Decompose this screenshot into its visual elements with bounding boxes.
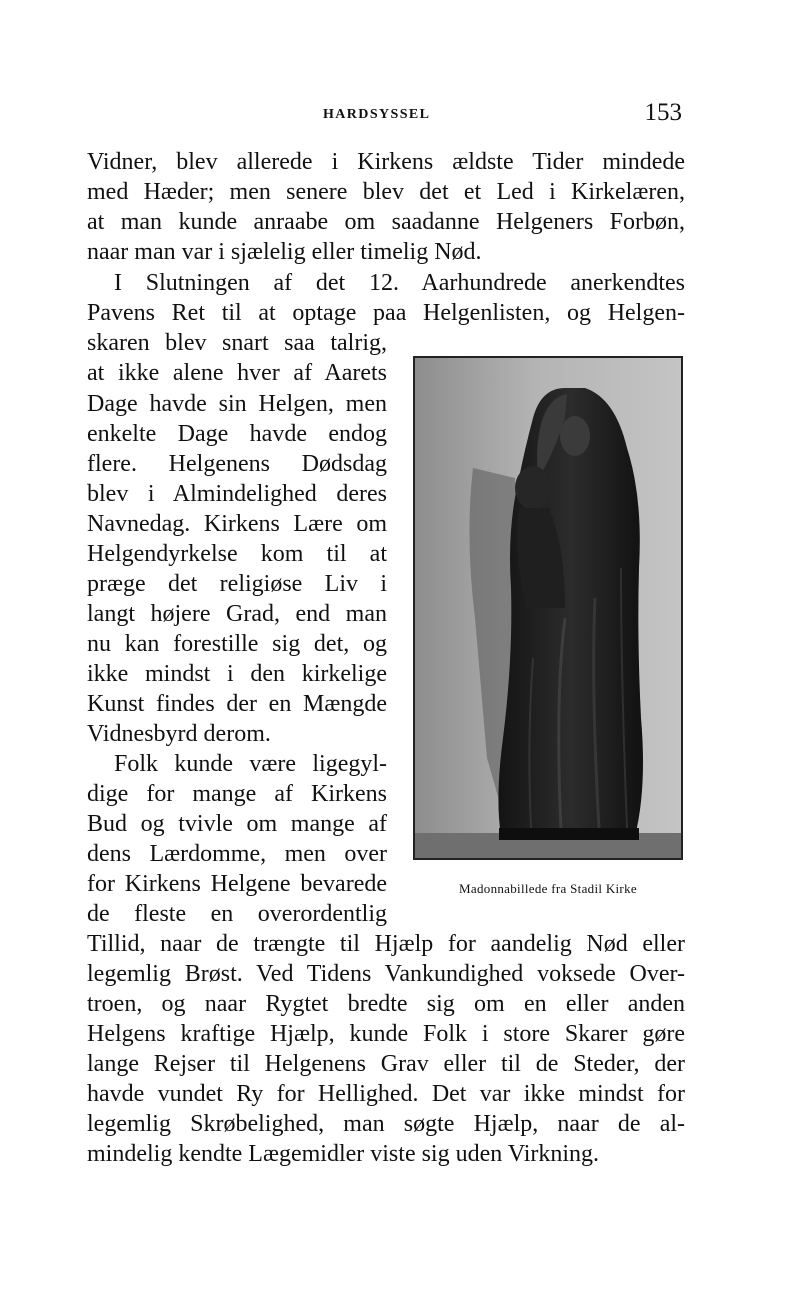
text-line: Kunst findes der en Mængde xyxy=(87,691,387,717)
text-line: Folk kunde være ligegyl- xyxy=(114,751,387,777)
text-line: I Slutningen af det 12. Aarhundrede anerkendtes xyxy=(114,270,685,296)
text-line: Dage havde sin Helgen, men xyxy=(87,391,387,417)
text-line: troen, og naar Rygtet bredte sig om en eller anden xyxy=(87,991,685,1017)
figure-caption: Madonnabillede fra Stadil Kirke xyxy=(459,881,637,896)
text-line: præge det religiøse Liv i xyxy=(87,571,387,597)
text-line: Vidner, blev allerede i Kirkens ældste Tider mindede xyxy=(87,149,685,175)
text-line: for Kirkens Helgene bevarede xyxy=(87,871,387,897)
text-line: dens Lærdomme, men over xyxy=(87,841,387,867)
text-line: lange Rejser til Helgenens Grav eller til de Steder, der xyxy=(87,1051,685,1077)
text-line: dige for mange af Kirkens xyxy=(87,781,387,807)
text-line: Pavens Ret til at optage paa Helgenlisten, og Helgen- xyxy=(87,300,685,326)
text-line: enkelte Dage havde endog xyxy=(87,421,387,447)
text-line: blev i Almindelighed deres xyxy=(87,481,387,507)
text-line: Navnedag. Kirkens Lære om xyxy=(87,511,387,537)
text-line: Tillid, naar de trængte til Hjælp for aandelig Nød eller xyxy=(87,931,685,957)
text-line: Helgens kraftige Hjælp, kunde Folk i store Skarer gøre xyxy=(87,1021,685,1047)
text-line: at man kunde anraabe om saadanne Helgeners Forbøn, xyxy=(87,209,685,235)
text-line: ikke mindst i den kirkelige xyxy=(87,661,387,687)
running-head xyxy=(0,99,800,127)
text-line: mindelig kendte Lægemidler viste sig uden Virkning. xyxy=(87,1141,600,1167)
text-line: Bud og tvivle om mange af xyxy=(87,811,387,837)
text-line: legemlig Brøst. Ved Tidens Vankundighed voksede Over- xyxy=(87,961,685,987)
text-line: langt højere Grad, end man xyxy=(87,601,387,627)
text-line: nu kan forestille sig det, og xyxy=(87,631,387,657)
text-line: flere. Helgenens Dødsdag xyxy=(87,451,387,477)
text-line: legemlig Skrøbelighed, man søgte Hjælp, naar de al- xyxy=(87,1111,685,1137)
text-line: at ikke alene hver af Aarets xyxy=(87,360,387,386)
text-line: med Hæder; men senere blev det et Led i Kirkelæren, xyxy=(87,179,685,205)
text-line: Helgendyrkelse kom til at xyxy=(87,541,387,567)
page-number: 153 xyxy=(644,99,682,126)
text-line: skaren blev snart saa talrig, xyxy=(87,330,387,356)
statue-illustration xyxy=(415,358,681,858)
madonna-photograph xyxy=(413,356,683,860)
text-line: havde vundet Ry for Hellighed. Det var ikke mindst for xyxy=(87,1081,685,1107)
text-line: de fleste en overordentlig xyxy=(87,901,387,927)
text-line: naar man var i sjælelig eller timelig Nød. xyxy=(87,239,482,265)
text-line: Vidnesbyrd derom. xyxy=(87,721,271,747)
running-head-title: HARDSYSSEL xyxy=(323,107,431,122)
